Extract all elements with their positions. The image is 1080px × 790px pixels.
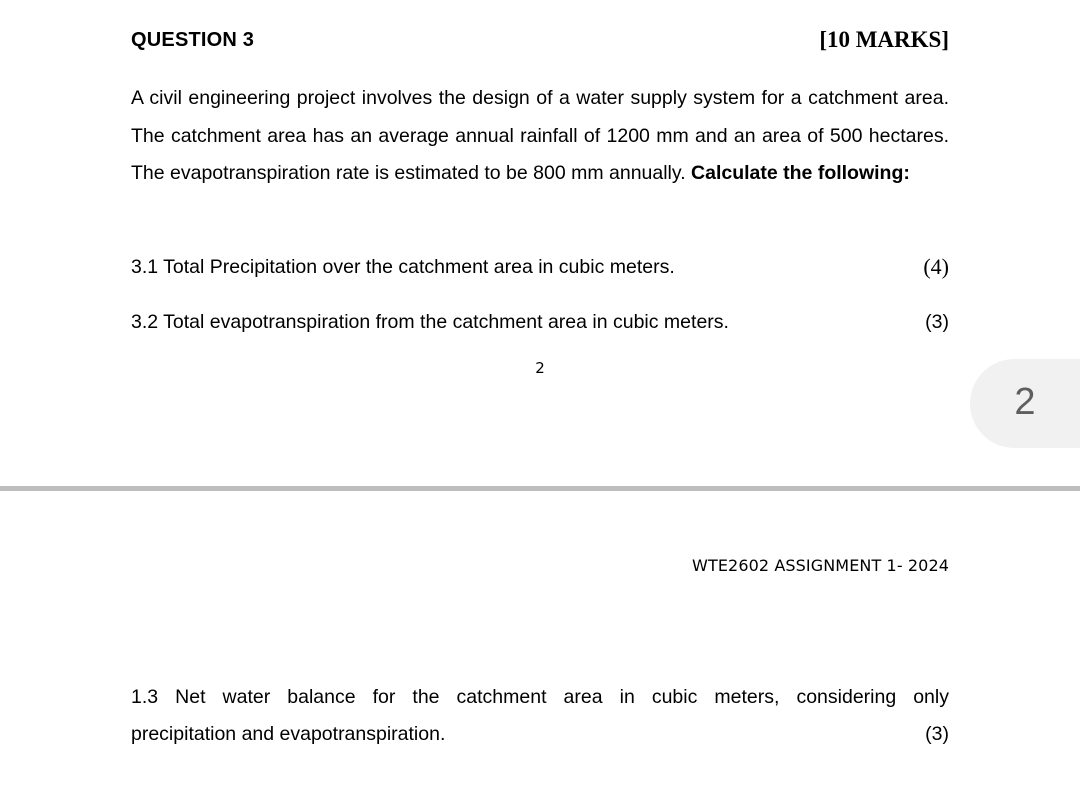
intro-text: A civil engineering project involves the design of a water supply system for a catchment area. The catchment area has an average annual rainfall of 1200 mm and an area of 500 hectares. The evapotranspiration rate is estimated to be 800 mm annually. (131, 87, 949, 184)
sub-question-3-2 (131, 311, 949, 337)
sub-question-marks: (3) (925, 311, 949, 333)
sub-question-text: 3.2 Total evapotranspiration from the catchment area in cubic meters. (131, 311, 729, 333)
page-header: WTE2602 ASSIGNMENT 1- 2024 (692, 556, 949, 575)
sub-question-marks: (4) (923, 254, 949, 279)
question-intro-paragraph (131, 80, 949, 193)
instruction-text: Calculate the following: (691, 162, 910, 184)
document-page-2 (0, 491, 1080, 790)
sub-question-text-line-2: precipitation and evapotranspiration. (131, 723, 446, 745)
sub-question-text-line-1: 1.3 Net water balance for the catchment area in cubic meters, considering only (131, 686, 949, 708)
page-number-badge[interactable] (970, 359, 1080, 448)
sub-question-3-1 (131, 256, 949, 282)
sub-question-line-2 (131, 716, 949, 753)
sub-question-1-3 (131, 679, 949, 753)
total-marks: [10 MARKS] (819, 27, 949, 52)
sub-question-marks: (3) (925, 723, 949, 745)
sub-question-text: 3.1 Total Precipitation over the catchment area in cubic meters. (131, 256, 675, 278)
page-number-badge-label: 2 (1014, 381, 1036, 423)
question-heading: QUESTION 3 (131, 29, 255, 51)
page-footer-number: 2 (535, 359, 545, 377)
